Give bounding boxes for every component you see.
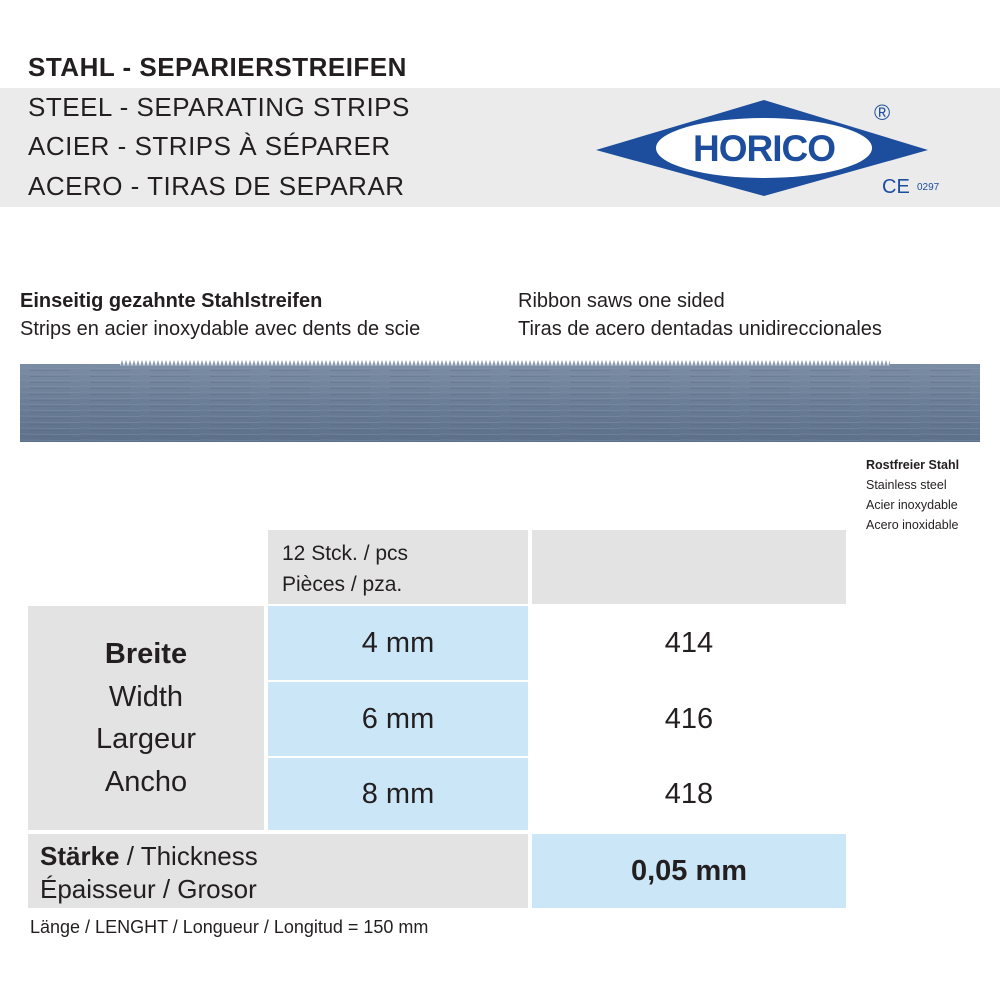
material-note-german: Rostfreier Stahl [866, 458, 960, 472]
width-label-english: Width [108, 680, 184, 713]
material-note-spanish: Acero inoxidable [866, 518, 959, 532]
thickness-label-english: Thickness [140, 841, 258, 871]
ce-mark: CE [882, 176, 910, 198]
logo-brand: HORICO [693, 128, 835, 169]
title-french: ACIER - STRIPS À SÉPARER [28, 131, 391, 161]
description-spanish: Tiras de acero dentadas unidireccionales [518, 318, 882, 340]
code-416-cell: 416 [532, 682, 846, 756]
thickness-label-cell [28, 834, 528, 908]
thickness-separator-2: / [155, 874, 178, 904]
steel-strip-image [20, 360, 980, 442]
code-414-cell: 414 [532, 606, 846, 680]
width-6mm-cell: 6 mm [268, 682, 528, 756]
title-spanish: ACERO - TIRAS DE SEPARAR [28, 171, 405, 201]
width-label-cell [28, 606, 264, 830]
title-english: STEEL - SEPARATING STRIPS [28, 92, 410, 122]
length-note: Länge / LENGHT / Longueur / Longitud = 150 mm [30, 917, 429, 937]
horico-logo [592, 94, 942, 206]
thickness-label-german: Stärke [40, 841, 120, 871]
thickness-label-french: Épaisseur [40, 874, 156, 904]
width-label-german: Breite [104, 638, 188, 670]
width-label-spanish: Ancho [104, 765, 188, 798]
description-german: Einseitig gezahnte Stahlstreifen [20, 290, 323, 312]
description-english: Ribbon saws one sided [518, 290, 725, 312]
width-4mm-cell: 4 mm [268, 606, 528, 680]
code-418-cell: 418 [532, 758, 846, 830]
thickness-separator: / [119, 841, 141, 871]
pack-size-line2: Pièces / pza. [282, 573, 403, 596]
width-label-french: Largeur [96, 723, 196, 755]
thickness-label-spanish: Grosor [177, 874, 257, 904]
width-8mm-cell: 8 mm [268, 758, 528, 830]
description-french: Strips en acier inoxydable avec dents de scie [20, 318, 421, 340]
pack-size-header [268, 530, 528, 604]
registered-mark: ® [874, 100, 891, 125]
thickness-value-cell: 0,05 mm [532, 834, 846, 908]
material-note-english: Stainless steel [866, 478, 947, 492]
title-german: STAHL - SEPARIERSTREIFEN [28, 52, 407, 82]
code-header [532, 530, 846, 604]
material-note-french: Acier inoxydable [866, 498, 958, 512]
pack-size-line1: 12 Stck. / pcs [282, 542, 409, 565]
ce-number: 0297 [917, 182, 940, 193]
